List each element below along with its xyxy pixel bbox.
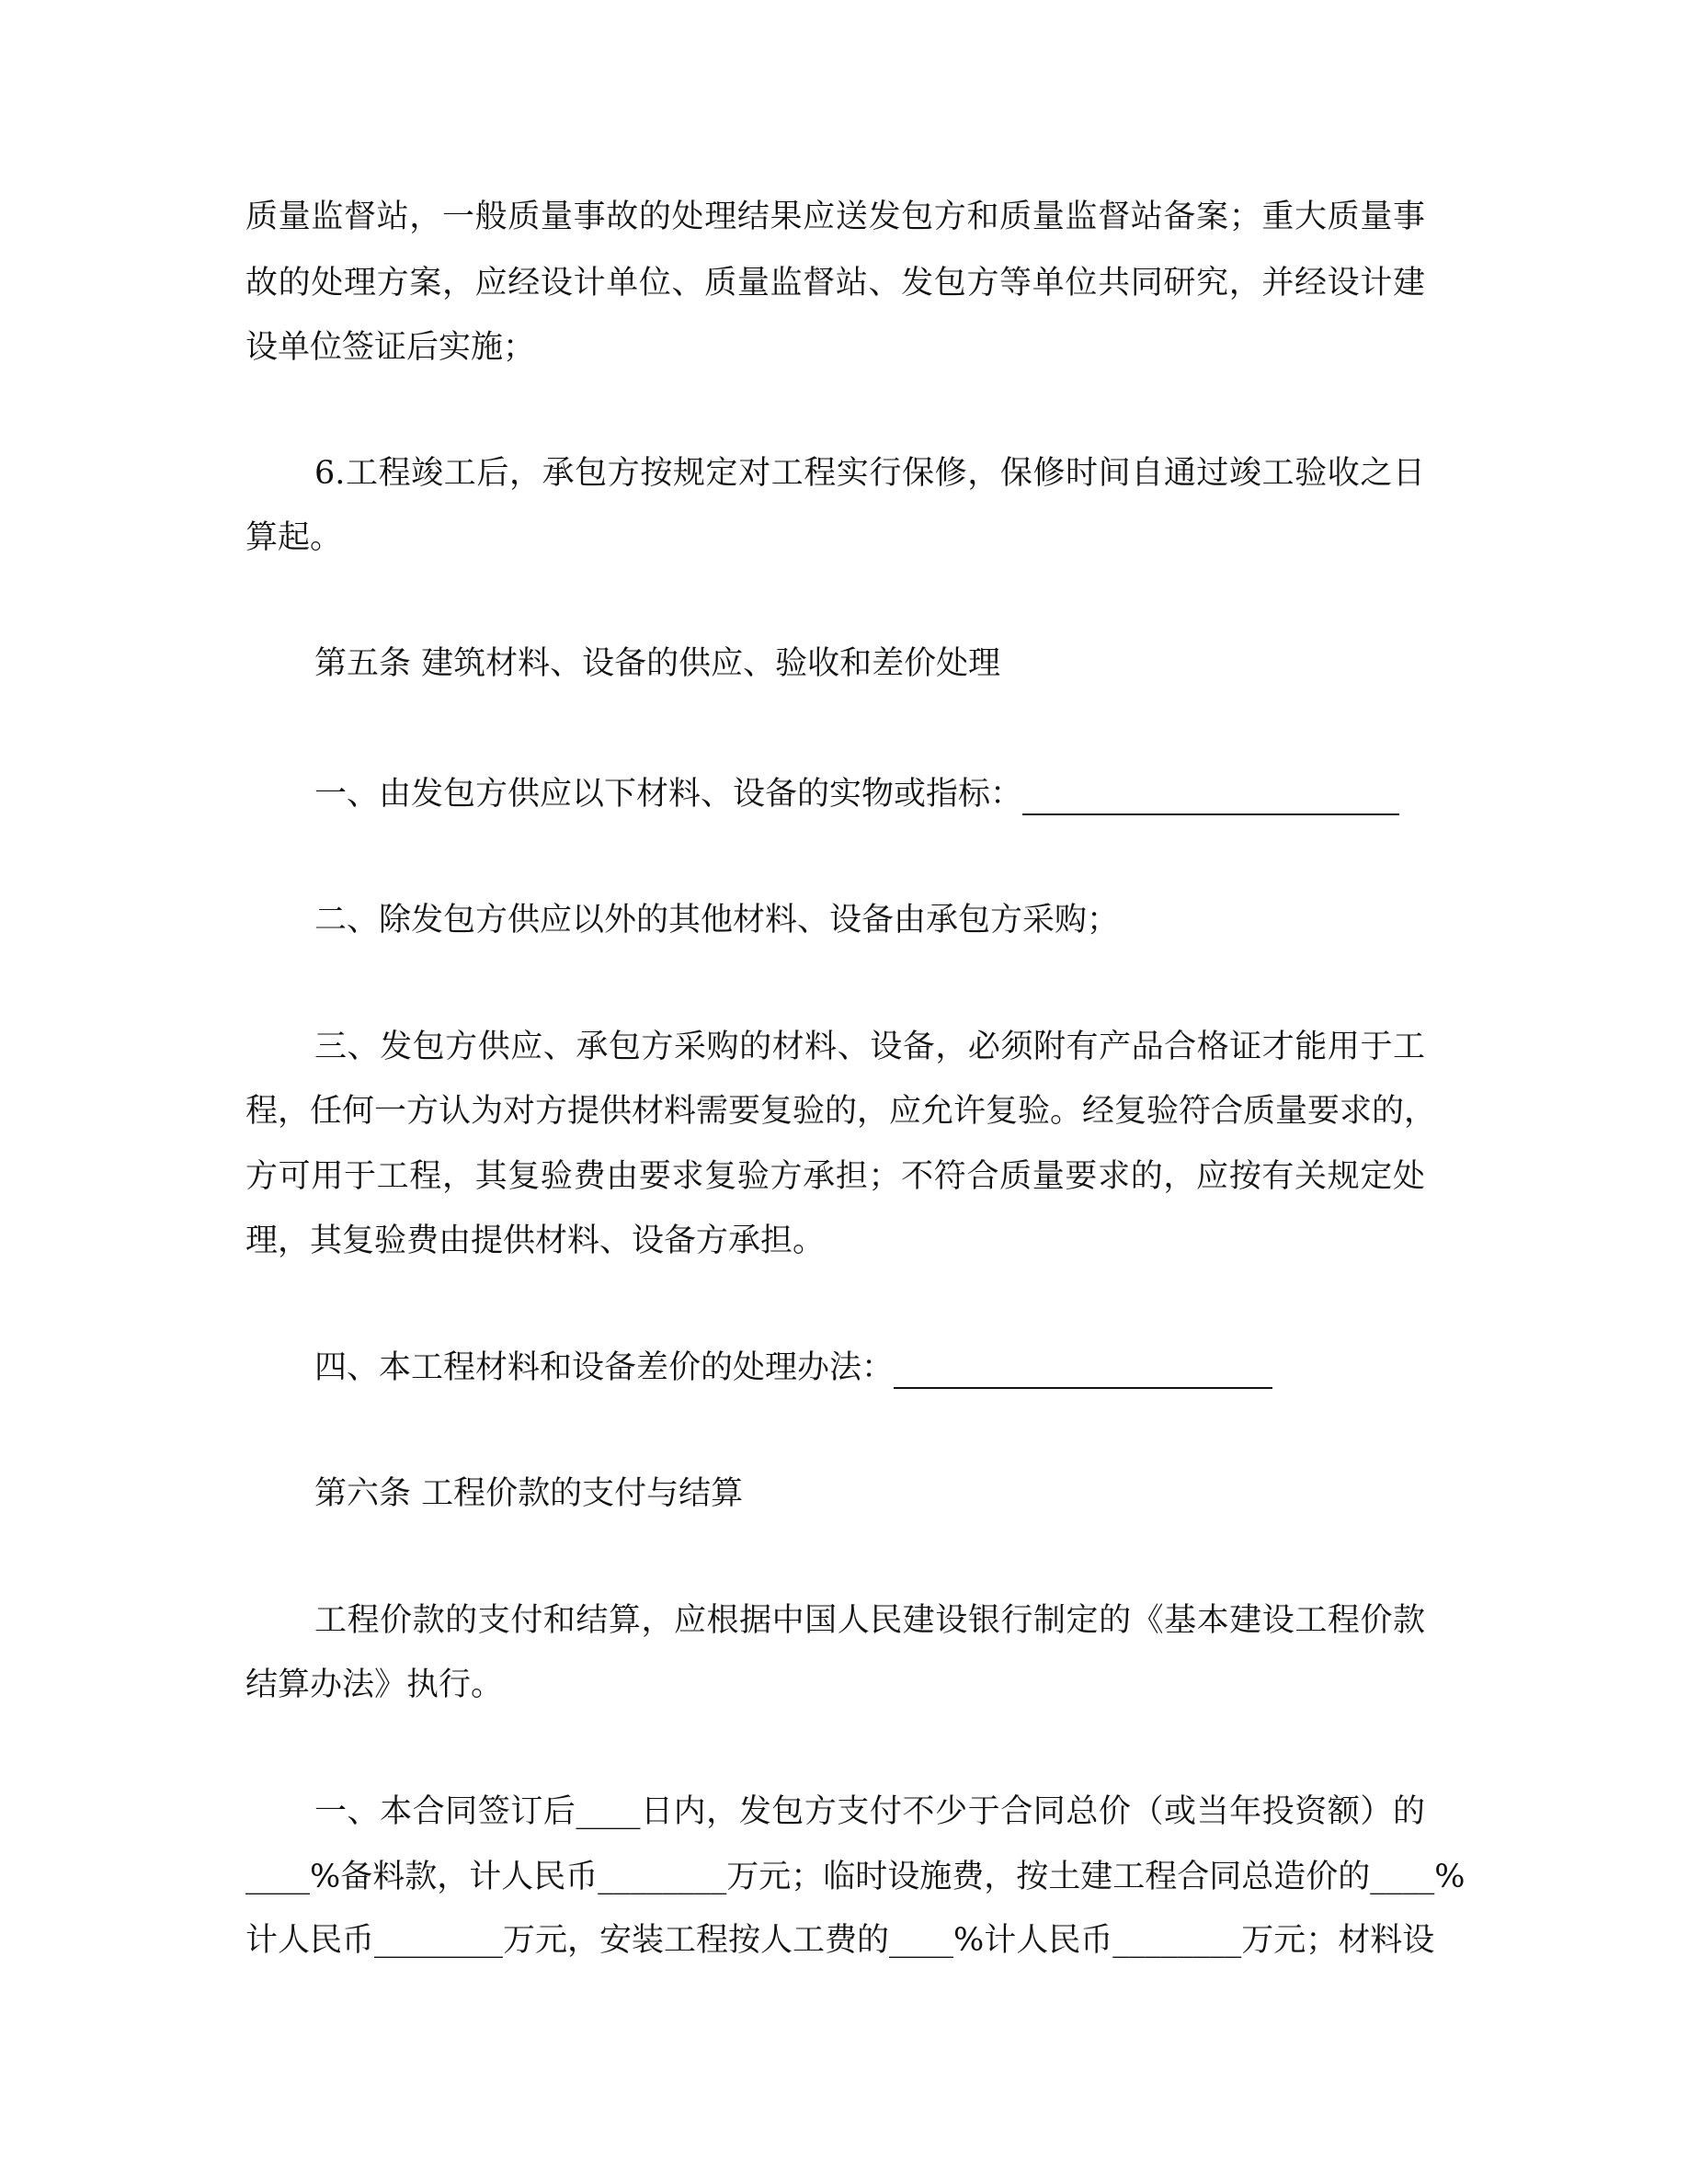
clause-text: 一、由发包方供应以下材料、设备的实物或指标：: [314, 776, 1023, 813]
paragraph-line: 理，其复验费由提供材料、设备方承担。: [245, 1223, 826, 1259]
fill-in-blank: [1022, 777, 1399, 815]
paragraph-line: 工程价款的支付和结算，应根据中国人民建设银行制定的《基本建设工程价款: [314, 1602, 1425, 1639]
paragraph-line: 一、本合同签订后____日内，发包方支付不少于合同总价（或当年投资额）的: [314, 1793, 1425, 1830]
article-heading: 第五条 建筑材料、设备的供应、验收和差价处理: [314, 645, 1001, 682]
clause-line-with-blank: [245, 773, 1425, 815]
paragraph-line: 质量监督站，一般质量事故的处理结果应送发包方和质量监督站备案；重大质量事: [245, 199, 1425, 235]
paragraph-line: 结算办法》执行。: [245, 1666, 504, 1703]
paragraph-line: 三、发包方供应、承包方采购的材料、设备，必须附有产品合格证才能用于工: [314, 1029, 1425, 1065]
paragraph-line: 故的处理方案，应经设计单位、质量监督站、发包方等单位共同研究，并经设计建: [245, 265, 1425, 301]
paragraph-line: ____%备料款，计人民币________万元；临时设施费，按土建工程合同总造价的____%: [245, 1859, 1466, 1895]
clause-text: 四、本工程材料和设备差价的处理办法：: [314, 1349, 895, 1386]
clause-line-with-blank: [245, 1347, 1425, 1389]
article-heading: 第六条 工程价款的支付与结算: [314, 1475, 744, 1512]
fill-in-blank: [894, 1350, 1272, 1389]
paragraph-line: 程，任何一方认为对方提供材料需要复验的，应允许复验。经复验符合质量要求的，: [245, 1093, 1437, 1130]
paragraph-line: 6.工程竣工后，承包方按规定对工程实行保修，保修时间自通过竣工验收之日: [314, 455, 1425, 492]
paragraph-line: 算起。: [245, 519, 343, 556]
paragraph-line: 二、除发包方供应以外的其他材料、设备由承包方采购；: [314, 902, 1120, 938]
paragraph-line: 方可用于工程，其复验费由要求复验方承担；不符合质量要求的，应按有关规定处: [245, 1158, 1425, 1195]
paragraph-line: 设单位签证后实施；: [245, 329, 536, 366]
paragraph-line: 计人民币________万元，安装工程按人工费的____%计人民币________万元；材料设: [245, 1922, 1435, 1959]
